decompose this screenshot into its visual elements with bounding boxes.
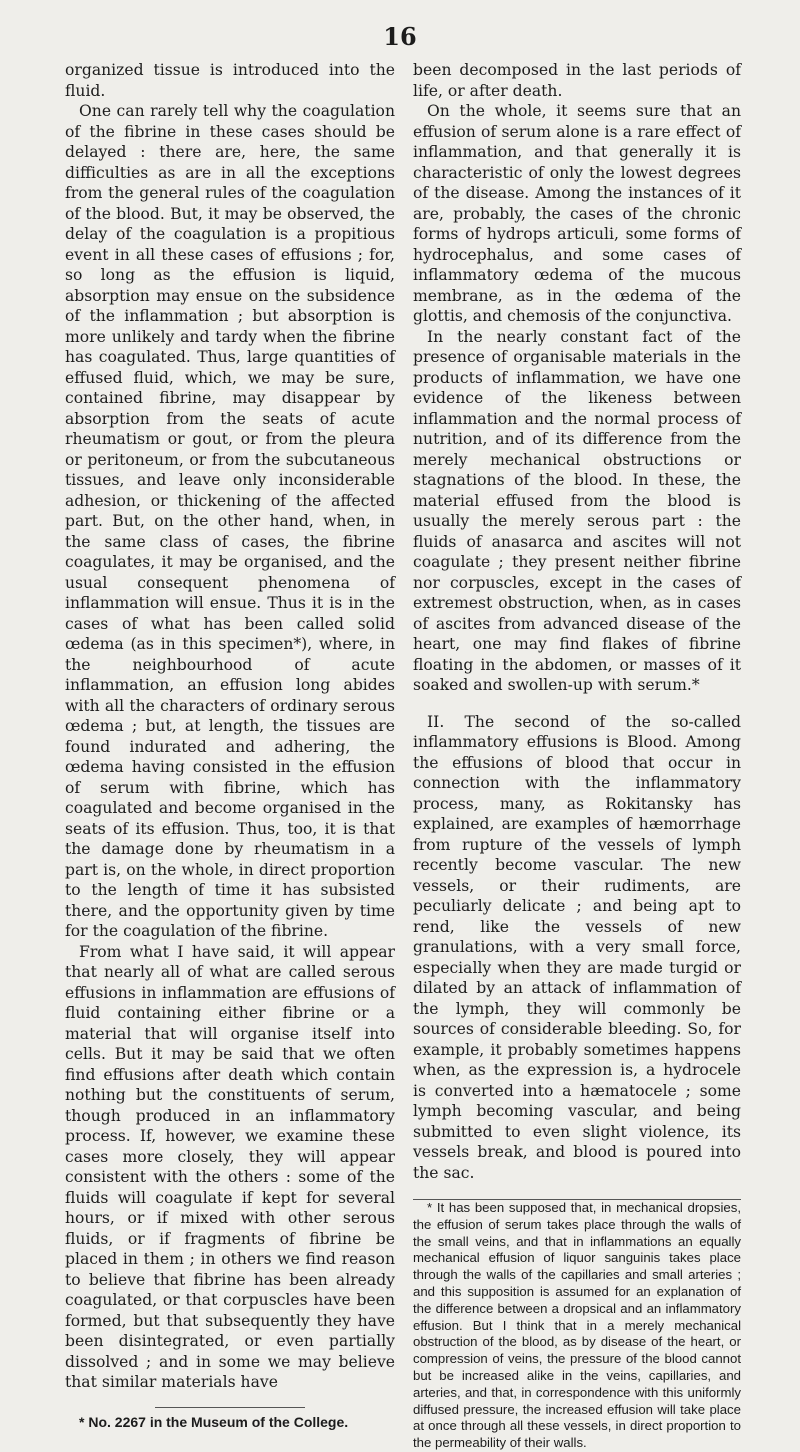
right-column xyxy=(413,60,741,1452)
footnote-divider xyxy=(155,1407,305,1408)
paragraph: From what I have said, it will appear that nearly all of what are called serous effusions in inflammation are effusions of fluid containing either fibrine or a material that will organise itself into cells. But it may be said that we often find effusions after death which contain nothing but the constituents of serum, though produced in an inflammatory process. If, however, we examine these cases more closely, they will appear consistent with the others : some of the fluids will coagulate if kept for several hours, or if mixed with other serous fluids, or if fragments of fibrine be placed in them ; in others we find reason to believe that fibrine has been already coagulated, or that corpuscles have been formed, but that subsequently they have been disintegrated, or even partially dissolved ; and in some we may believe that similar materials have xyxy=(65,942,395,1391)
paragraph: II. The second of the so-called inflammatory effusions is Blood. Among the effusions of blood that occur in connection with the inflammatory process, many, as Rokitansky has explained, are examples of hæmorrhage from rupture of the vessels of lymph recently become vascular. The new vessels, or their rudiments, are peculiarly delicate ; and being apt to rend, like the vessels of new granulations, with a very small force, especially when they are made turgid or dilated by an attack of inflammation of the lymph, they will commonly be sources of considerable bleeding. So, for example, it probably sometimes happens when, as the expression is, a hydrocele is converted into a hæmatocele ; some lymph becoming vascular, and being submitted to even slight violence, its vessels break, and blood is poured into the sac. xyxy=(413,712,741,1182)
footnote: * No. 2267 in the Museum of the College. xyxy=(79,1413,349,1430)
footnote: * It has been supposed that, in mechanical dropsies, the effusion of serum takes place through the walls of the small veins, and that in inflammations an equally mechanical effusion of liquor sanguinis takes place through the walls of the capillaries and small arteries ; and this supposition is assumed for an explanation of the difference between a dropsical and an inflammatory effusion. But I think that in a merely mechanical obstruction of the blood, as by disease of the heart, or compression of veins, the pressure of the blood cannot but be increased alike in the veins, capillaries, and arteries, and that, in correspondence with this uniformly diffused pressure, the increased effusion will take place at once through all these vessels, in direct proportion to the permeability of their walls. xyxy=(413,1200,741,1451)
paragraph: been decomposed in the last periods of life, or after death. xyxy=(413,61,741,100)
left-column xyxy=(65,60,395,1432)
page-number: 16 xyxy=(383,22,417,51)
paragraph: On the whole, it seems sure that an effusion of serum alone is a rare effect of inflammation, and that generally it is characteristic of only the lowest degrees of the disease. Among the instances of it are, probably, the cases of the chronic forms of hydrops articuli, some forms of hydrocephalus, and some cases of inflammatory œdema of the mucous membrane, as in the œdema of the glottis, and chemosis of the conjunctiva. xyxy=(413,102,741,325)
paragraph: In the nearly constant fact of the presence of organisable materials in the products of inflammation, we have one evidence of the likeness between inflammation and the normal process of nutrition, and of its difference from the merely mechanical obstructions or stagnations of the blood. In these, the material effused from the blood is usually the merely serous part : the fluids of anasarca and ascites will not coagulate ; they present neither fibrine nor corpuscles, except in the cases of extremest obstruction, when, as in cases of ascites from advanced disease of the heart, one may find flakes of fibrine floating in the abdomen, or masses of it soaked and swollen-up with serum.* xyxy=(413,327,741,694)
paragraph: One can rarely tell why the coagulation of the fibrine in these cases should be delayed : there are, here, the same difficulties as are in all the exceptions from the general rules of the coagulation of the blood. But, it may be observed, the delay of the coagulation is a propitious event in all these cases of effusions ; for, so long as the effusion is liquid, absorption may ensue on the subsidence of the inflammation ; but absorption is more unlikely and tardy when the fibrine has coagulated. Thus, large quantities of effused fluid, which, we may be sure, contained fibrine, may disappear by absorption from the seats of acute rheumatism or gout, or from the pleura or peritoneum, or from the subcutaneous tissues, and leave only inconsiderable adhesion, or thickening of the affected part. But, on the other hand, when, in the same class of cases, the fibrine coagulates, it may be organised, and the usual consequent phenomena of inflammation will ensue. Thus it is in the cases of what has been called solid œdema (as in this specimen*), where, in the neighbourhood of acute inflammation, an effusion long abides with all the characters of ordinary serous œdema ; but, at length, the tissues are found indurated and adhering, the œdema having consisted in the effusion of serum with fibrine, which has coagulated and become organised in the seats of its effusion. Thus, too, it is that the damage done by rheumatism in a part is, on the whole, in direct proportion to the length of time it has subsisted there, and the opportunity given by time for the coagulation of the fibrine. xyxy=(65,102,395,940)
paragraph: organized tissue is introduced into the fluid. xyxy=(65,61,395,100)
